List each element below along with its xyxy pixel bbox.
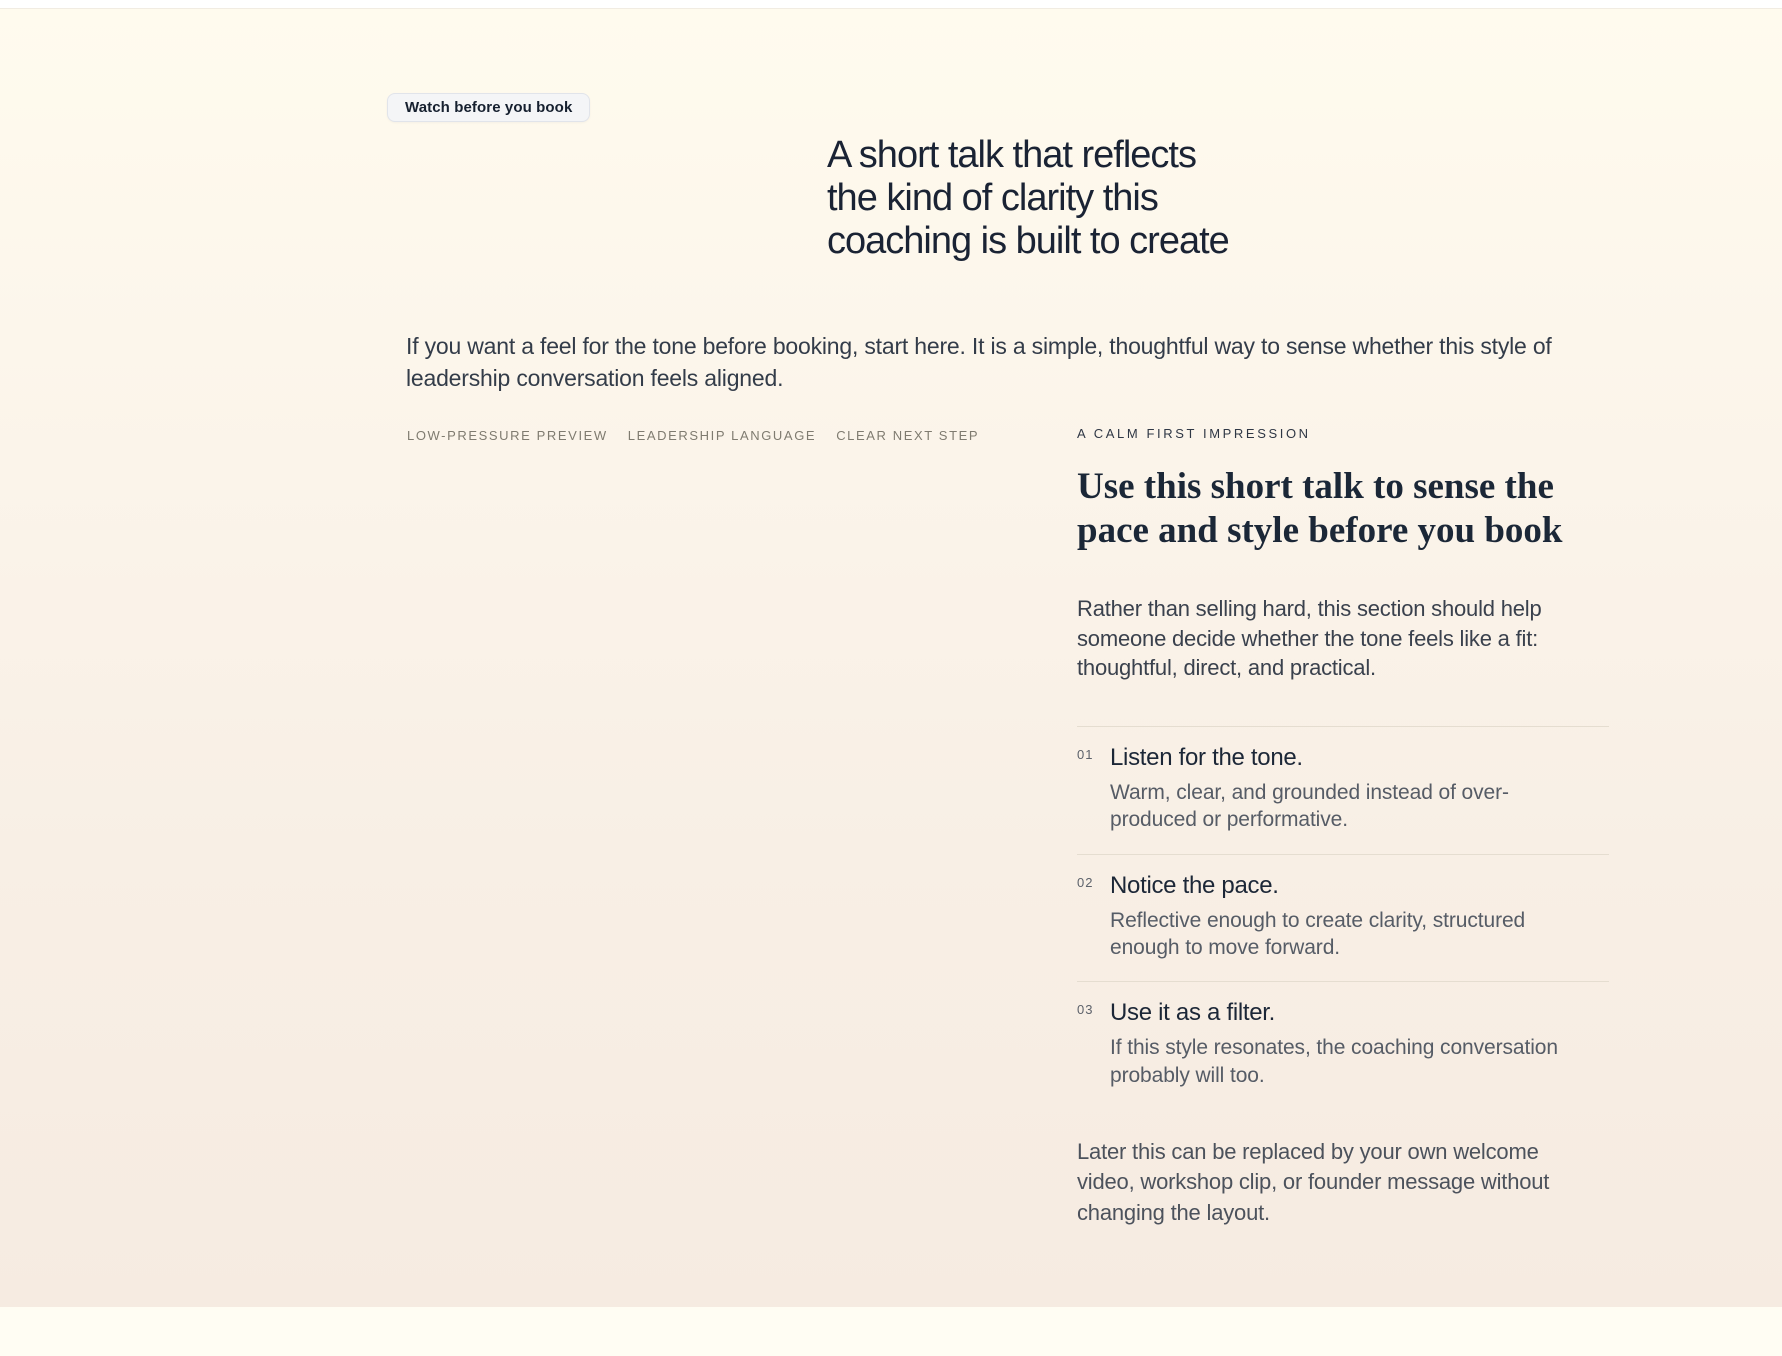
step-number: 03 — [1077, 1002, 1094, 1018]
watch-before-you-book-badge: Watch before you book — [387, 93, 590, 122]
panel-footnote: Later this can be replaced by your own welcome video, workshop clip, or founder message without changing the layout. — [1077, 1138, 1550, 1225]
step-text — [1110, 743, 1609, 834]
steps-list — [1077, 726, 1609, 1109]
top-section-edge — [0, 0, 1782, 9]
video-placeholder — [400, 470, 1000, 1150]
step-body: Reflective enough to create clarity, structured enough to move forward. — [1110, 908, 1526, 959]
step-text — [1110, 998, 1609, 1089]
tag-low-pressure-preview: LOW-PRESSURE PREVIEW — [407, 428, 608, 443]
tag-leadership-language: LEADERSHIP LANGUAGE — [627, 428, 817, 443]
panel-eyebrow: A CALM FIRST IMPRESSION — [1077, 426, 1311, 441]
step-notice-the-pace — [1077, 854, 1609, 982]
step-body: If this style resonates, the coaching conversation probably will too. — [1110, 1036, 1558, 1087]
step-text — [1110, 871, 1609, 962]
next-section-edge — [0, 1307, 1782, 1356]
section-intro-text: If you want a feel for the tone before booking, start here. It is a simple, thoughtful way to sense whether this style of leadership conversation feels aligned. — [406, 333, 1552, 392]
step-number: 02 — [1077, 874, 1094, 890]
step-title: Listen for the tone. — [1110, 744, 1303, 772]
panel-description: Rather than selling hard, this section should help someone decide whether the tone feels like a fit: thoughtful, direct, and practical. — [1077, 596, 1542, 680]
step-title: Use it as a filter. — [1110, 999, 1276, 1027]
step-use-it-as-a-filter — [1077, 981, 1609, 1109]
step-listen-for-the-tone — [1077, 726, 1609, 854]
tag-clear-next-step: CLEAR NEXT STEP — [836, 428, 980, 443]
step-body: Warm, clear, and grounded instead of over-produced or performative. — [1110, 781, 1509, 832]
step-number: 01 — [1077, 747, 1094, 763]
feature-tags-row — [407, 428, 979, 443]
calm-first-impression-panel — [1077, 426, 1609, 1228]
step-title: Notice the pace. — [1110, 871, 1279, 899]
panel-title: Use this short talk to sense the pace and style before you book — [1077, 466, 1563, 551]
section-heading: A short talk that reflects the kind of clarity this coaching is built to create — [827, 134, 1229, 262]
